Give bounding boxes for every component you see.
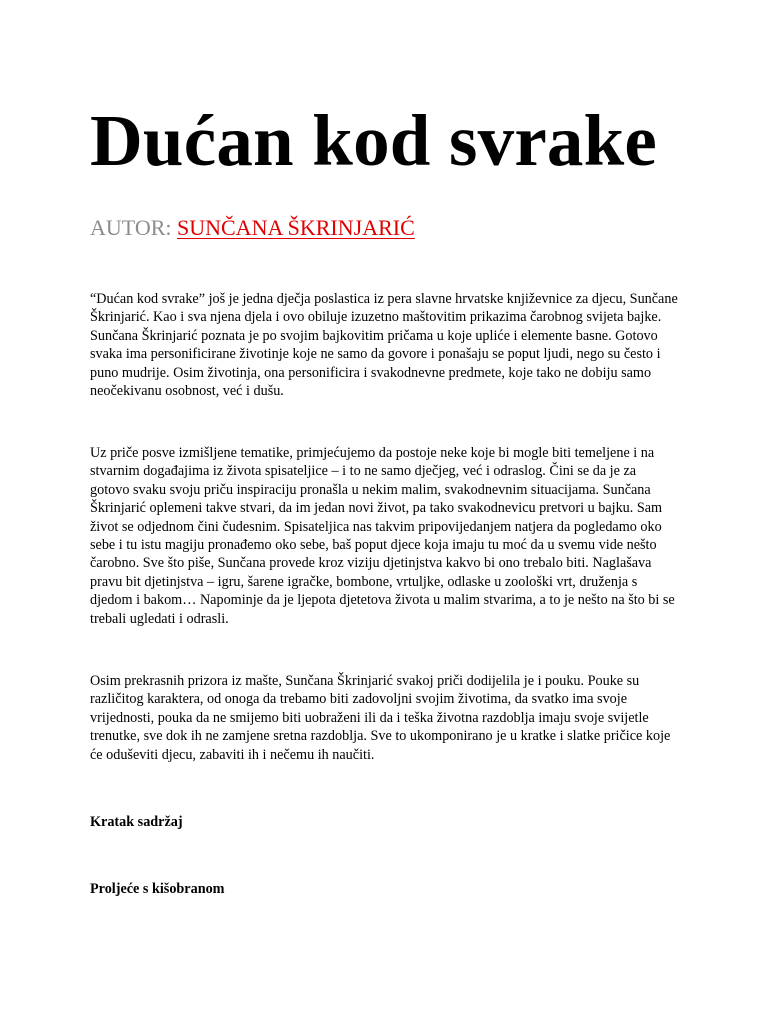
author-link[interactable]: SUNČANA ŠKRINJARIĆ (177, 215, 415, 240)
author-line (90, 214, 415, 242)
document-title: Dućan kod svrake (90, 100, 658, 181)
author-label: AUTOR: (90, 215, 172, 240)
paragraph-lessons: Osim prekrasnih prizora iz mašte, Sunčana Škrinjarić svakoj priči dodijelila je i pouku. Pouke su različitog karaktera, od onoga da trebamo biti zadovoljni svojim životima, da svatko ima svoje vrijednosti, pouka da ne smijemo biti uobraženi ili da i teška životna razdoblja imaju svoje svijetle trenutke, sve dok ih ne zamjene sretna razdoblja. Sve to ukomponirano je u kratke i slatke pričice koje će oduševiti djecu, zabaviti ih i nečemu ih naučiti. (90, 673, 671, 763)
heading-summary: Kratak sadržaj (90, 814, 183, 830)
heading-story-title: Proljeće s kišobranom (90, 881, 225, 897)
paragraph-themes: Uz priče posve izmišljene tematike, primjećujemo da postoje neke koje bi mogle biti temeljene i na stvarnim događajima iz života spisateljice – i to ne samo dječjeg, već i odraslog. Čini se da je za gotovo svaku svoju priču inspiraciju pronašla u nekim malim, svakodnevnim situacijama. Sunčana Škrinjarić oplemeni takve stvari, da im jedan novi život, pa tako svakodnevicu pretvori u bajku. Sam život se odjednom čini čudesnim. Spisateljica nas takvim pripovijedanjem natjera da pogledamo oko sebe i tu istu magiju pronađemo oko sebe, baš poput djece koja imaju tu moć da u svemu vide nešto čarobno. Sve što piše, Sunčana provede kroz viziju djetinjstva kakvo bi ono trebalo biti. Naglašava pravu bit djetinjstva – igru, šarene igračke, bombone, vrtuljke, odlaske u zoološki vrt, druženja s djedom i bakom… Napominje da je ljepota djetetova života u malim stvarima, a to je nešto na što bi se trebali ugledati i odrasli. (90, 445, 675, 627)
paragraph-intro: “Dućan kod svrake” još je jedna dječja poslastica iz pera slavne hrvatske književnice za djecu, Sunčane Škrinjarić. Kao i sva njena djela i ovo obiluje izuzetno maštovitim prikazima čarobnog svijeta bajke. Sunčana Škrinjarić poznata je po svojim bajkovitim pričama u koje upliće i elemente basne. Gotovo svaka ima personificirane životinje koje ne samo da govore i ponašaju se poput ljudi, nego su često i puno mudrije. Osim životinja, ona personificira i svakodnevne predmete, koje tako ne dobiju samo neočekivanu osobnost, već i dušu. (90, 291, 678, 400)
